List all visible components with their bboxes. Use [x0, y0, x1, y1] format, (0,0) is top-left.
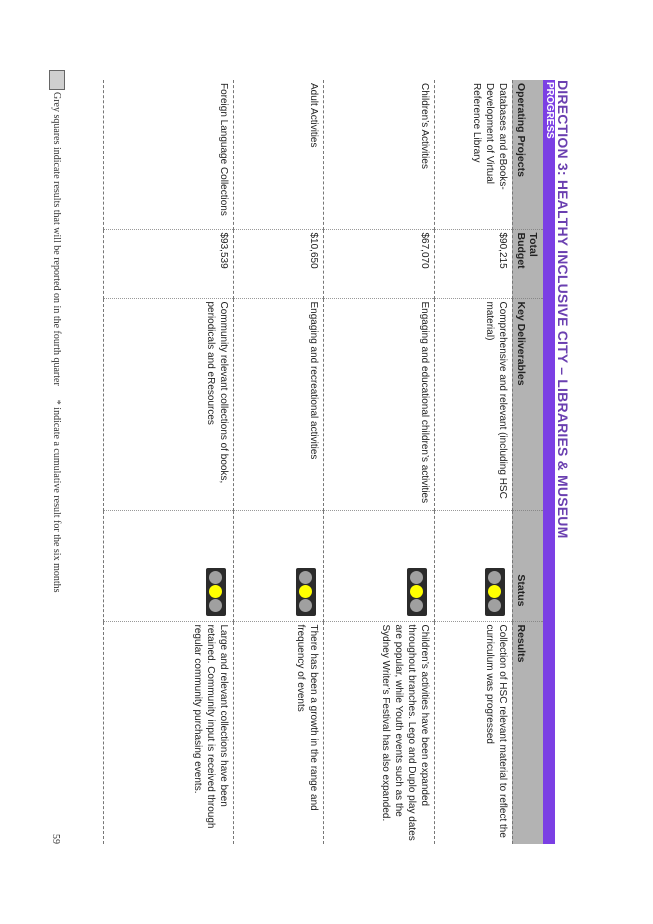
- project-deliverables: Engaging and educational children’s activities: [324, 298, 435, 510]
- light-grey-dot: [210, 599, 223, 612]
- header-deliverables: Key Deliverables: [513, 298, 544, 510]
- project-results: Large and relevant collections have been retained. Community input is received through regular community purchasing events.: [104, 621, 234, 844]
- header-budget: Total Budget: [513, 229, 544, 298]
- project-budget: $67,070: [324, 229, 435, 298]
- project-name: Foreign Language Collections: [104, 80, 234, 229]
- status-cell: [324, 510, 435, 621]
- light-grey-dot: [489, 571, 502, 584]
- status-cell: [435, 510, 513, 621]
- table-row: [435, 80, 513, 844]
- header-status: Status: [513, 510, 544, 621]
- light-grey-dot: [411, 571, 424, 584]
- project-budget: $10,650: [234, 229, 324, 298]
- project-results: Collection of HSC relevant material to reflect the curriculum was progressed: [435, 621, 513, 844]
- grey-square-icon: [49, 70, 65, 90]
- light-amber-dot: [489, 585, 502, 598]
- light-amber-dot: [210, 585, 223, 598]
- page-title: DIRECTION 3: HEALTHY INCLUSIVE CITY – LIBRARIES & MUSEUM: [555, 80, 571, 539]
- table-row: [324, 80, 435, 844]
- page-number: 59: [50, 834, 61, 844]
- status-cell: [104, 510, 234, 621]
- table-row: [234, 80, 324, 844]
- light-grey-dot: [300, 599, 313, 612]
- project-deliverables: Comprehensive and relevant (including HSC material): [435, 298, 513, 510]
- header-projects: Operating Projects: [513, 80, 544, 229]
- traffic-light-icon: [206, 568, 226, 616]
- table-header-row: [513, 80, 544, 844]
- header-results: Results: [513, 621, 544, 844]
- progress-table: [103, 80, 543, 844]
- project-budget: $90,215: [435, 229, 513, 298]
- project-deliverables: Community relevant collections of books, periodicals and eResources: [104, 298, 234, 510]
- legend-star-note: * indicate a cumulative result for the six months: [51, 399, 63, 593]
- traffic-light-icon: [485, 568, 505, 616]
- project-results: There has been a growth in the range and frequency of events: [234, 621, 324, 844]
- light-amber-dot: [300, 585, 313, 598]
- light-grey-dot: [489, 599, 502, 612]
- project-results: Children’s activities have been expanded throughout branches. Lego and Duplo play dates are popular, while Youth events such as the Sydney Writer’s Festival has also expanded.: [324, 621, 435, 844]
- light-grey-dot: [300, 571, 313, 584]
- table-row: [104, 80, 234, 844]
- project-budget: $93,539: [104, 229, 234, 298]
- status-cell: [234, 510, 324, 621]
- light-amber-dot: [411, 585, 424, 598]
- project-name: Databases and eBooks- Development of Virtual Reference Library: [435, 80, 513, 229]
- light-grey-dot: [210, 571, 223, 584]
- project-name: Children’s Activities: [324, 80, 435, 229]
- traffic-light-icon: [407, 568, 427, 616]
- legend: [49, 70, 65, 593]
- progress-band: PROGRESS: [543, 80, 555, 844]
- light-grey-dot: [411, 599, 424, 612]
- legend-grey-note: Grey squares indicate results that will be reported on in the fourth quarter: [51, 92, 63, 386]
- traffic-light-icon: [296, 568, 316, 616]
- project-deliverables: Engaging and recreational activities: [234, 298, 324, 510]
- project-name: Adult Activities: [234, 80, 324, 229]
